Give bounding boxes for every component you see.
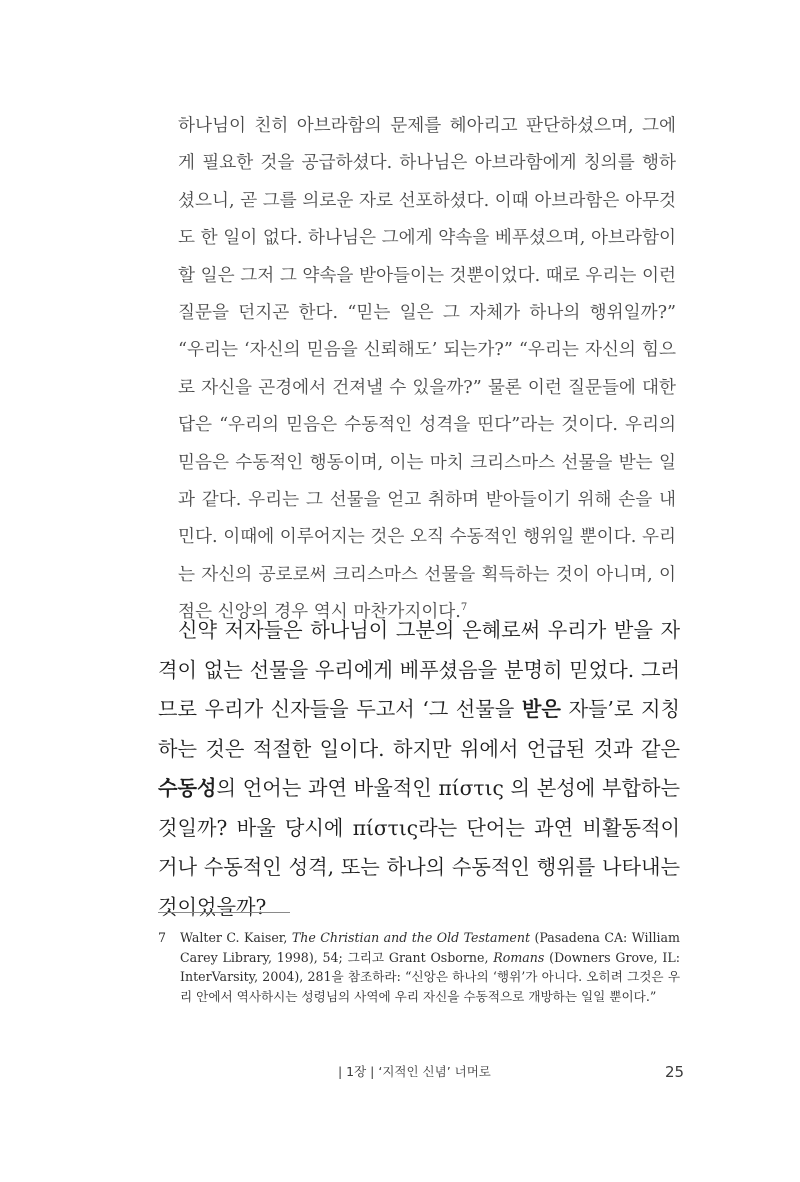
footnote-7 [158, 928, 680, 1006]
body-text-2: 자들’로 지칭하는 것은 적절한 일이다. 하지만 위에서 언급된 것과 같은 [158, 697, 680, 761]
footnote-text-2: (Pasadena CA: William Carey Library, 1998), 54; 그리고 Grant Osborne, [180, 930, 681, 965]
running-header: | 1장 | ‘지적인 신념’ 너머로 [338, 1064, 491, 1079]
footnote-book-title-2: Romans [493, 949, 545, 965]
quote-text: 하나님이 친히 아브라함의 문제를 헤아리고 판단하셨으며, 그에게 필요한 것을 공급하셨다. 하나님은 아브라함에게 칭의를 행하셨으니, 곧 그를 의로운 자로 선포하셨다. 이때 아브라함은 아무것도 한 일이 없다. 하나님은 그에게 약속을 베푸셨으며, 아브라함이 할 일은 그저 그 약속을 받아들이는 것뿐이었다. 때로 우리는 이런 질문을 던지곤 한다. “믿는 일은 그 자체가 하나의 행위일까?” “우리는 ‘자신의 믿음을 신뢰해도’ 되는가?” “우리는 자신의 힘으로 자신을 곤경에서 건져낼 수 있을까?” 물론 이런 질문들에 대한 답은 “우리의 믿음은 수동적인 성격을 띤다”라는 것이다. 우리의 믿음은 수동적인 행동이며, 이는 마치 크리스마스 선물을 받는 일과 같다. 우리는 그 선물을 얻고 취하며 받아들이기 위해 손을 내민다. 이때에 이루어지는 것은 오직 수동적인 행위일 뿐이다. 우리는 자신의 공로로써 크리스마스 선물을 획득하는 것이 아니며, 이 점은 신앙의 경우 역시 마찬가지이다. [178, 116, 676, 623]
emphasis-received: 받은 [521, 697, 561, 721]
body-text-1: 신약 저자들은 하나님이 그분의 은혜로써 우리가 받을 자격이 없는 선물을 우리에게 베푸셨음을 분명히 믿었다. 그러므로 우리가 신자들을 두고서 ‘그 선물을 [158, 618, 680, 721]
page-number: 25 [665, 1063, 685, 1081]
body-text-3: 의 언어는 과연 바울적인 [216, 776, 439, 800]
footnote-ref-7[interactable]: 7 [460, 602, 468, 614]
emphasis-passivity: 수동성 [158, 776, 217, 800]
body-text-5: 라는 단어는 과연 비활동적이거나 수동적인 성격, 또는 하나의 수동적인 행위를 나타내는 것이었을까? [158, 815, 680, 919]
footnote-text [180, 928, 680, 1006]
block-quote [178, 108, 676, 632]
page-footer [0, 1060, 800, 1084]
footnote-divider [158, 912, 290, 913]
greek-term-pistis-2: πίστις [352, 815, 419, 840]
footnote-book-title-1: The Christian and the Old Testament [291, 930, 531, 945]
greek-term-pistis-1: πίστις [438, 776, 504, 800]
footnote-text-3: (Downers Grove, IL: InterVarsity, 2004), 281을 참조하라: “신앙은 하나의 ‘행위’가 아니다. 오히려 그것은 우리 안에서 역사하시는 성령님의 사역에 우리 자신을 수동적으로 개방하는 일일 뿐이다.” [180, 949, 680, 1004]
body-paragraph [158, 611, 680, 927]
footnote-text-1: Walter C. Kaiser, [180, 930, 292, 945]
body-text-4: 의 본성에 부합하는 것일까? 바울 당시에 [158, 776, 680, 840]
footnote-number: 7 [158, 930, 167, 945]
